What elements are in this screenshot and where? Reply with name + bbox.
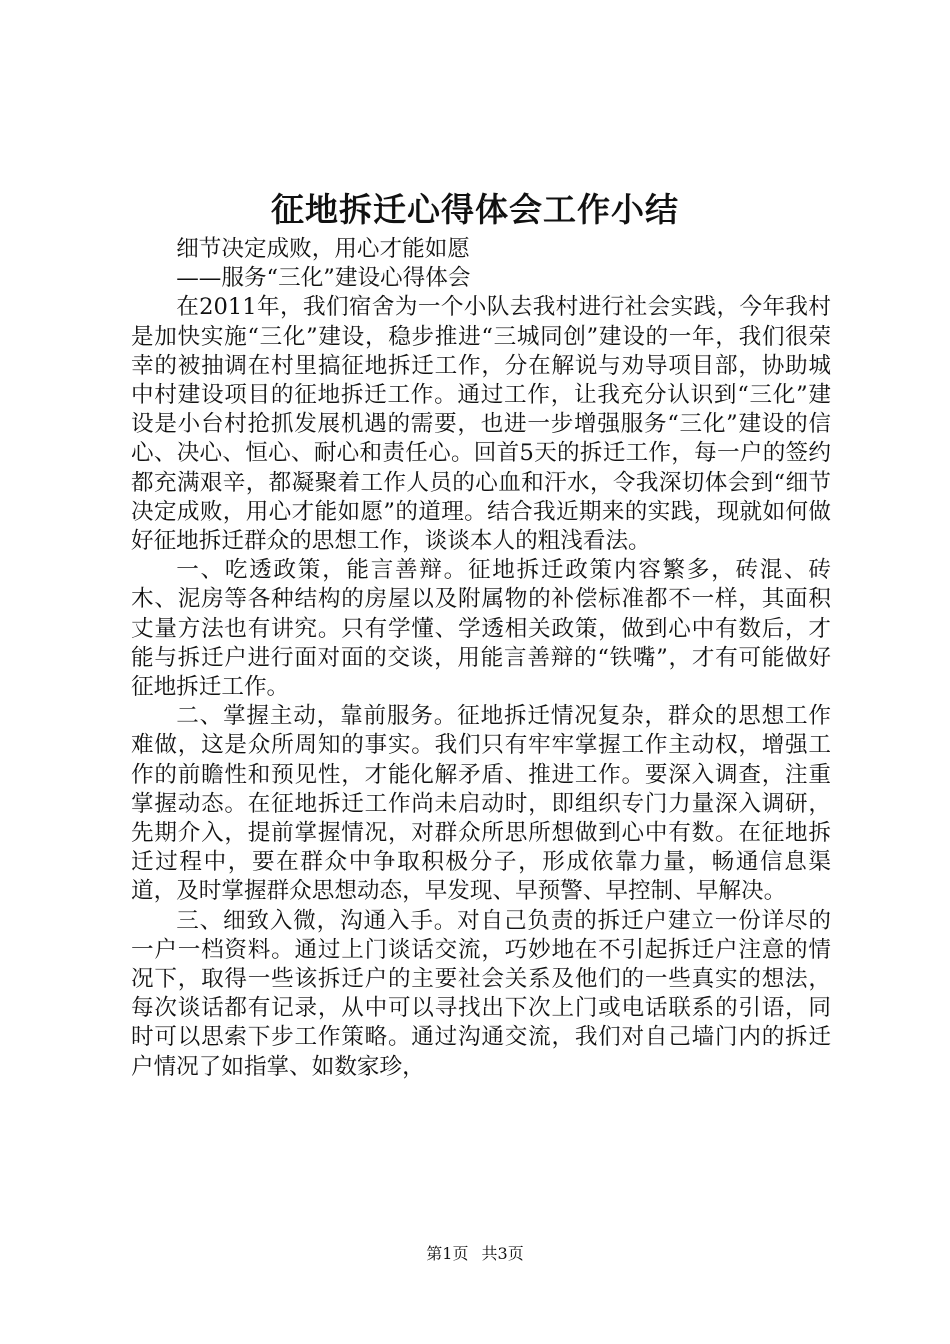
page-number: 第1页	[426, 1244, 469, 1263]
page-total: 共3页	[481, 1244, 524, 1263]
document-body	[131, 235, 831, 1082]
body-paragraph: 二、掌握主动，靠前服务。征地拆迁情况复杂，群众的思想工作难做，这是众所周知的事实。我们只有牢牢掌握工作主动权，增强工作的前瞻性和预见性，才能化解矛盾、推进工作。要深入调查，注重掌握动态。在征地拆迁工作尚未启动时，即组织专门力量深入调研，先期介入，提前掌握情况，对群众所思所想做到心中有数。在征地拆迁过程中，要在群众中争取积极分子，形成依靠力量，畅通信息渠道，及时掌握群众思想动态，早发现、早预警、早控制、早解决。	[131, 703, 831, 905]
page-footer	[0, 1243, 950, 1265]
body-paragraph: 在2011年，我们宿舍为一个小队去我村进行社会实践，今年我村是加快实施“三化”建设，稳步推进“三城同创”建设的一年，我们很荣幸的被抽调在村里搞征地拆迁工作，分在解说与劝导项目部，协助城中村建设项目的征地拆迁工作。通过工作，让我充分认识到“三化”建设是小台村抢抓发展机遇的需要，也进一步增强服务“三化”建设的信心、决心、恒心、耐心和责任心。回首5天的拆迁工作，每一户的签约都充满艰辛，都凝聚着工作人员的心血和汗水，令我深切体会到“细节决定成败，用心才能如愿”的道理。结合我近期来的实践，现就如何做好征地拆迁群众的思想工作，谈谈本人的粗浅看法。	[131, 294, 831, 555]
body-paragraph: 三、细致入微，沟通入手。对自己负责的拆迁户建立一份详尽的一户一档资料。通过上门谈话交流，巧妙地在不引起拆迁户注意的情况下，取得一些该拆迁户的主要社会关系及他们的一些真实的想法，每次谈话都有记录，从中可以寻找出下次上门或电话联系的引语，同时可以思索下步工作策略。通过沟通交流，我们对自己墙门内的拆迁户情况了如指掌、如数家珍，	[131, 907, 831, 1080]
subtitle-line: 细节决定成败，用心才能如愿	[176, 236, 470, 262]
document-title: 征地拆迁心得体会工作小结	[271, 190, 679, 229]
body-paragraph: 一、吃透政策，能言善辩。征地拆迁政策内容繁多，砖混、砖木、泥房等各种结构的房屋以及附属物的补偿标准都不一样，其面积丈量方法也有讲究。只有学懂、学透相关政策，做到心中有数后，才能与拆迁户进行面对面的交谈，用能言善辩的“铁嘴”，才有可能做好征地拆迁工作。	[131, 557, 831, 701]
subtitle-line: ——服务“三化”建设心得体会	[176, 265, 471, 292]
